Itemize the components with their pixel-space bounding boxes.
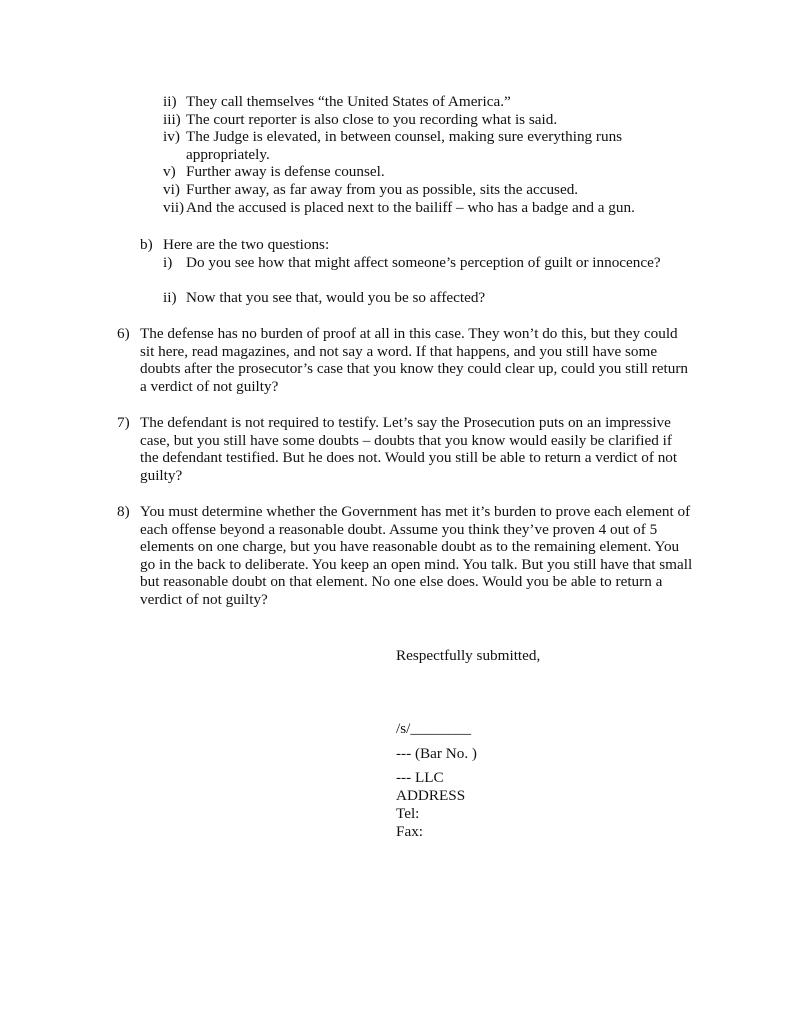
- list-item: [163, 111, 683, 129]
- paragraph-text: The defendant is not required to testify. Let’s say the Prosecution puts on an impressive case, but you still have some doubts – doubts that you know would easily be clarified if the defendant testified. But he does not. Would you still be able to return a verdict of not guilty?: [140, 414, 678, 484]
- item-label: vii): [163, 198, 185, 216]
- item-label: vi): [163, 180, 180, 198]
- paragraph-number: 8): [117, 503, 130, 520]
- item-text: They call themselves “the United States of America.”: [186, 93, 511, 110]
- item-label: iv): [163, 128, 180, 146]
- question-label: ii): [163, 289, 177, 306]
- item-text: Further away, as far away from you as possible, sits the accused.: [186, 180, 579, 198]
- paragraph-number: 7): [117, 414, 130, 431]
- address: ADDRESS: [396, 787, 466, 804]
- item-label: ii): [163, 93, 177, 110]
- item-label: iii): [163, 110, 181, 128]
- numbered-paragraph-8: [117, 503, 693, 609]
- numbered-paragraph-7: [117, 414, 693, 484]
- list-item: [163, 199, 683, 217]
- list-item: [163, 181, 683, 199]
- closing-text: Respectfully submitted,: [396, 647, 541, 664]
- signature-line: /s/________: [396, 720, 472, 737]
- firm-name: --- LLC: [396, 769, 444, 786]
- item-label: v): [163, 163, 176, 181]
- section-b-text: Here are the two questions:: [163, 236, 330, 253]
- question-label: i): [163, 254, 173, 271]
- question-item: [163, 254, 726, 272]
- list-item: [163, 128, 641, 163]
- item-text: The court reporter is also close to you recording what is said.: [186, 110, 558, 128]
- section-b-label: b): [140, 236, 153, 253]
- question-text: Now that you see that, would you be so affected?: [186, 289, 486, 306]
- section-b-heading: [140, 236, 700, 254]
- numbered-paragraph-6: [117, 325, 693, 395]
- list-item: [163, 163, 683, 181]
- question-item: [163, 289, 726, 307]
- item-text: And the accused is placed next to the bailiff – who has a badge and a gun.: [186, 198, 635, 216]
- paragraph-text: The defense has no burden of proof at all in this case. They won’t do this, but they could sit here, read magazines, and not say a word. If that happens, and you still have some doubts after the prosecutor’s case that you know they could clear up, could you still return a verdict of not guilty?: [140, 325, 689, 395]
- fax: Fax:: [396, 823, 424, 840]
- section-b: [140, 236, 700, 254]
- question-text: Do you see how that might affect someone’s perception of guilt or innocence?: [186, 254, 661, 271]
- item-text: The Judge is elevated, in between counsel, making sure everything runs appropriately.: [186, 128, 623, 163]
- telephone: Tel:: [396, 805, 420, 822]
- item-text: Further away is defense counsel.: [186, 163, 385, 181]
- list-item: [163, 93, 683, 111]
- section-a-list: [163, 93, 683, 216]
- bar-number: --- (Bar No. ): [396, 745, 477, 762]
- paragraph-text: You must determine whether the Government has met it’s burden to prove each element of each offense beyond a reasonable doubt. Assume you think they’ve proven 4 out of 5 elements on one charge, but you have reasonable doubt as to the remaining element. You go in the back to deliberate. You keep an open mind. You talk. But you still have that small but reasonable doubt on that element. No one else does. Would you be able to return a verdict of not guilty?: [140, 503, 693, 608]
- paragraph-number: 6): [117, 325, 130, 342]
